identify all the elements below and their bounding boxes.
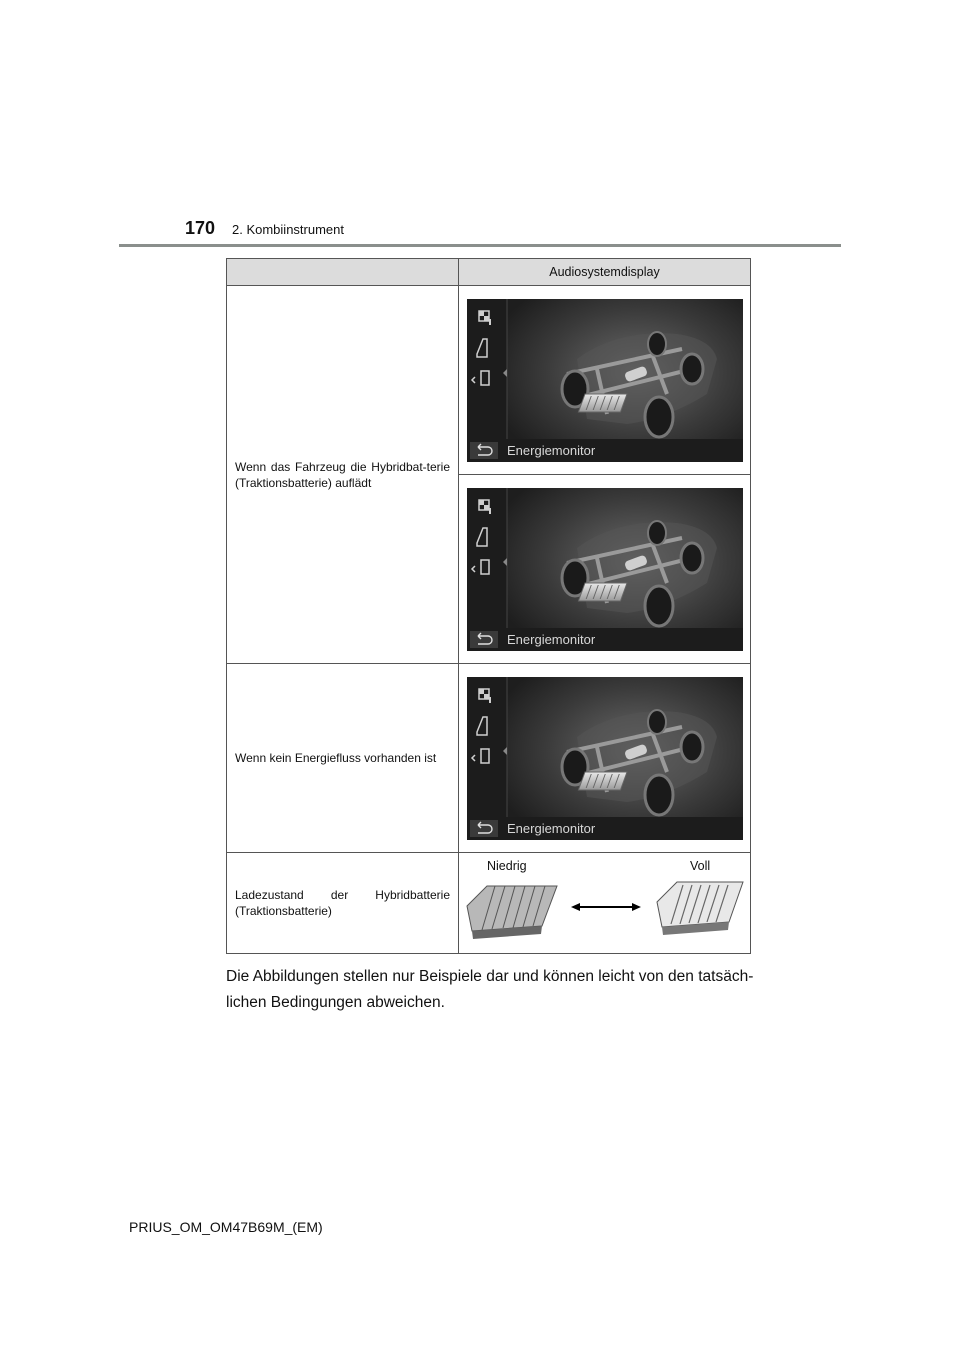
screen-cell bbox=[459, 475, 751, 664]
doc-code: PRIUS_OM_OM47B69M_(EM) bbox=[129, 1219, 323, 1235]
soc-low-label: Niedrig bbox=[487, 859, 527, 873]
soc-illustration bbox=[459, 878, 751, 946]
section-title: 2. Kombiinstrument bbox=[232, 222, 344, 237]
screen-cell bbox=[459, 664, 751, 853]
row-label-charging: Wenn das Fahrzeug die Hybridbat-terie (Traktionsbatterie) auflädt bbox=[227, 286, 459, 664]
table-row bbox=[227, 853, 751, 954]
table-row bbox=[227, 664, 751, 853]
energy-monitor-screen bbox=[467, 488, 743, 651]
table-header-audio: Audiosystemdisplay bbox=[459, 259, 751, 286]
table-row bbox=[227, 286, 751, 475]
energy-monitor-table bbox=[226, 258, 751, 954]
table-header-row bbox=[227, 259, 751, 286]
screen-title: Energiemonitor bbox=[506, 442, 595, 458]
battery-full-icon bbox=[657, 882, 743, 935]
energy-monitor-screen bbox=[467, 677, 743, 840]
soc-full-label: Voll bbox=[690, 859, 711, 873]
double-arrow-icon bbox=[571, 903, 641, 911]
screen-cell bbox=[459, 286, 751, 475]
screen-title: Energiemonitor bbox=[506, 631, 595, 647]
energy-monitor-screen bbox=[467, 299, 743, 462]
footnote: Die Abbildungen stellen nur Beispiele dar und können leicht von den tatsäch-lichen Bedingungen abweichen. bbox=[226, 968, 754, 1011]
table-header-empty bbox=[227, 259, 459, 286]
row-label-no-flow: Wenn kein Energiefluss vorhanden ist bbox=[227, 664, 459, 853]
screen-title: Energiemonitor bbox=[506, 820, 595, 836]
page-number: 170 bbox=[185, 218, 216, 238]
header-rule bbox=[119, 244, 841, 247]
soc-cell bbox=[459, 853, 751, 954]
battery-low-icon bbox=[467, 886, 557, 939]
row-label-soc: Ladezustand der Hybridbatterie (Traktionsbatterie) bbox=[227, 853, 459, 954]
